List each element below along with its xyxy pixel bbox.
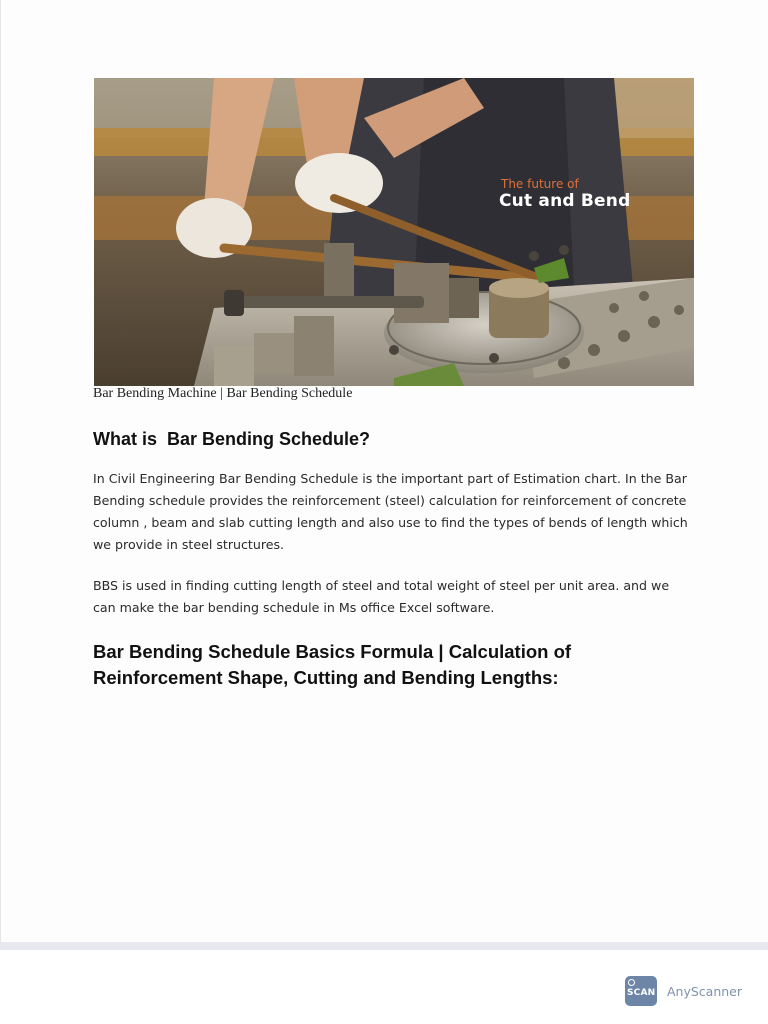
photo-overlay-text bbox=[499, 178, 630, 210]
scanner-app-name: AnyScanner bbox=[667, 983, 743, 999]
image-caption: Bar Bending Machine | Bar Bending Schedule bbox=[93, 386, 353, 401]
page-edge-band bbox=[0, 942, 768, 950]
anyscanner-watermark bbox=[625, 976, 742, 1006]
section-heading-what-is-bbs: What is Bar Bending Schedule? bbox=[93, 429, 371, 449]
scan-logo-label: SCAN bbox=[627, 988, 656, 998]
scan-logo-icon bbox=[625, 976, 657, 1006]
bar-bending-machine-photo bbox=[94, 78, 694, 386]
overlay-title: Cut and Bend bbox=[499, 191, 631, 211]
overlay-tagline: The future of bbox=[501, 177, 579, 191]
paragraph-bbs-usage: BBS is used in finding cutting length of steel and total weight of steel per unit area. and we can make the bar bending schedule in Ms office Excel software. bbox=[93, 578, 670, 615]
paragraph-bbs-definition: In Civil Engineering Bar Bending Schedule is the important part of Estimation chart. In the Bar Bending schedule provides the reinforcement (steel) calculation for reinforcement of concrete column , beam and slab cutting length and also use to find the types of bends of length which we provide in steel structures. bbox=[93, 471, 688, 552]
section-heading-basics-formula: Bar Bending Schedule Basics Formula | Calculation of Reinforcement Shape, Cutting and Bending Lengths: bbox=[93, 641, 572, 688]
